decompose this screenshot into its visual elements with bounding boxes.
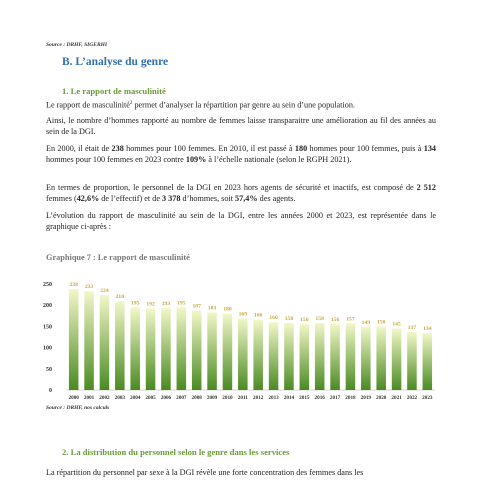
bar xyxy=(392,329,402,390)
x-tick-label: 2014 xyxy=(283,395,295,401)
bar xyxy=(269,322,279,390)
data-label: 195 xyxy=(130,300,140,307)
data-label: 195 xyxy=(177,300,186,307)
bar xyxy=(84,291,94,390)
bar xyxy=(423,333,433,390)
y-tick-label: 200 xyxy=(43,303,52,310)
bar xyxy=(100,295,110,390)
data-label: 169 xyxy=(238,311,248,318)
data-label: 180 xyxy=(223,306,232,313)
paragraph-intro xyxy=(46,99,436,112)
bar xyxy=(161,308,171,390)
x-tick-label: 2018 xyxy=(345,395,356,401)
data-label: 233 xyxy=(84,284,94,291)
data-label: 156 xyxy=(330,316,340,323)
bar xyxy=(253,320,263,390)
x-tick-label: 2017 xyxy=(329,395,341,401)
data-label: 156 xyxy=(300,316,309,323)
data-label: 193 xyxy=(161,301,171,308)
data-label: 187 xyxy=(192,303,201,310)
x-tick-label: 2012 xyxy=(253,395,264,401)
data-label: 158 xyxy=(284,316,294,323)
bar xyxy=(177,307,187,390)
y-tick-label: 150 xyxy=(43,324,52,331)
paragraph-figures: En 2000, il était de 238 hommes pour 100 femmes. En 2010, il est passé à 180 hommes pour 100 femmes, puis à 134 hommes pour 100 femmes en 2023 contre 109% à l’échelle nationale (selon le RGPH 2021). xyxy=(46,144,437,164)
bar xyxy=(207,312,217,390)
source-note-top: Source : DRHF, SIGERHI xyxy=(46,42,108,48)
bar xyxy=(69,289,79,390)
chart-title: Graphique 7 : Le rapport de masculinité xyxy=(46,253,190,262)
x-tick-label: 2006 xyxy=(160,395,172,401)
x-tick-label: 2016 xyxy=(314,395,325,401)
data-label: 158 xyxy=(315,316,324,323)
bar xyxy=(361,327,371,390)
paragraph-evolution: L’évolution du rapport de masculinité au sein de la DGI, entre les années 2000 et 2023, est représentée dans le graphique ci-après : xyxy=(46,211,436,231)
bar xyxy=(346,323,356,390)
bar xyxy=(223,314,233,390)
section-heading-b: B. L’analyse du genre xyxy=(62,56,169,68)
x-tick-label: 2003 xyxy=(114,395,125,401)
data-label: 160 xyxy=(269,315,278,322)
y-tick-label: 100 xyxy=(43,345,52,352)
x-tick-label: 2007 xyxy=(176,395,187,401)
subheading-masculinity-ratio: 1. Le rapport de masculinité xyxy=(62,86,166,96)
footnote-ref[interactable]: 2 xyxy=(129,101,133,106)
paragraph-distribution: La répartition du personnel par sexe à la DGI révèle une forte concentration des femmes dans les xyxy=(46,468,364,477)
subheading-distribution: 2. La distribution du personnel selon le genre dans les services xyxy=(62,447,290,457)
x-tick-label: 2021 xyxy=(391,395,402,401)
bar xyxy=(115,301,125,390)
data-label: 238 xyxy=(69,282,78,289)
y-tick-label: 50 xyxy=(46,366,52,373)
bar xyxy=(130,307,140,390)
bar xyxy=(284,323,294,390)
x-tick-label: 2013 xyxy=(268,395,279,401)
x-tick-label: 2009 xyxy=(206,395,218,401)
bar xyxy=(146,309,156,390)
x-tick-label: 2011 xyxy=(237,395,248,401)
data-label: 149 xyxy=(361,319,371,326)
bar xyxy=(192,311,202,390)
paragraph-trend: Ainsi, le nombre d’hommes rapporté au nombre de femmes laisse transparaitre une amélioration au fil des années au sein de la DGI. xyxy=(46,116,436,136)
bar xyxy=(315,323,325,390)
x-tick-label: 2010 xyxy=(222,395,233,401)
data-label: 134 xyxy=(423,326,432,333)
y-tick-label: 250 xyxy=(43,282,52,288)
x-tick-label: 2005 xyxy=(145,395,156,401)
x-tick-label: 2023 xyxy=(422,395,433,401)
x-tick-label: 2020 xyxy=(376,395,387,401)
data-label: 137 xyxy=(407,324,417,331)
data-label: 183 xyxy=(207,305,217,312)
data-label: 145 xyxy=(392,321,401,328)
x-tick-label: 2008 xyxy=(191,395,202,401)
x-tick-label: 2004 xyxy=(130,395,141,401)
masculinity-ratio-chart xyxy=(30,272,440,407)
bar xyxy=(376,326,386,390)
data-label: 210 xyxy=(115,293,125,300)
data-label: 150 xyxy=(376,319,386,326)
x-tick-label: 2000 xyxy=(68,395,79,401)
data-label: 157 xyxy=(346,316,355,323)
bar xyxy=(407,332,417,390)
bar xyxy=(300,324,310,390)
source-note-bottom: Source : DRHF, nos calculs xyxy=(46,405,110,411)
paragraph-intro-text: Le rapport de masculinité xyxy=(46,100,130,110)
data-label: 166 xyxy=(253,312,263,319)
paragraph-proportion: En termes de proportion, le personnel de la DGI en 2023 hors agents de sécurité et inactifs, est composé de 2 512 femmes (42,6% de l’effectif) et de 3 378 d’hommes, soit 57,4% des agents. xyxy=(46,183,436,203)
x-tick-label: 2015 xyxy=(299,395,310,401)
bar xyxy=(238,318,248,390)
x-tick-label: 2001 xyxy=(83,395,95,401)
x-tick-label: 2002 xyxy=(99,395,110,401)
y-tick-label: 0 xyxy=(49,388,52,394)
data-label: 192 xyxy=(146,301,155,308)
x-tick-label: 2022 xyxy=(406,395,418,401)
x-tick-label: 2019 xyxy=(360,395,371,401)
paragraph-intro-text-end: permet d’analyser la répartition par genre au sein d’une population. xyxy=(132,100,355,110)
data-label: 224 xyxy=(100,288,109,295)
bar xyxy=(330,324,340,390)
